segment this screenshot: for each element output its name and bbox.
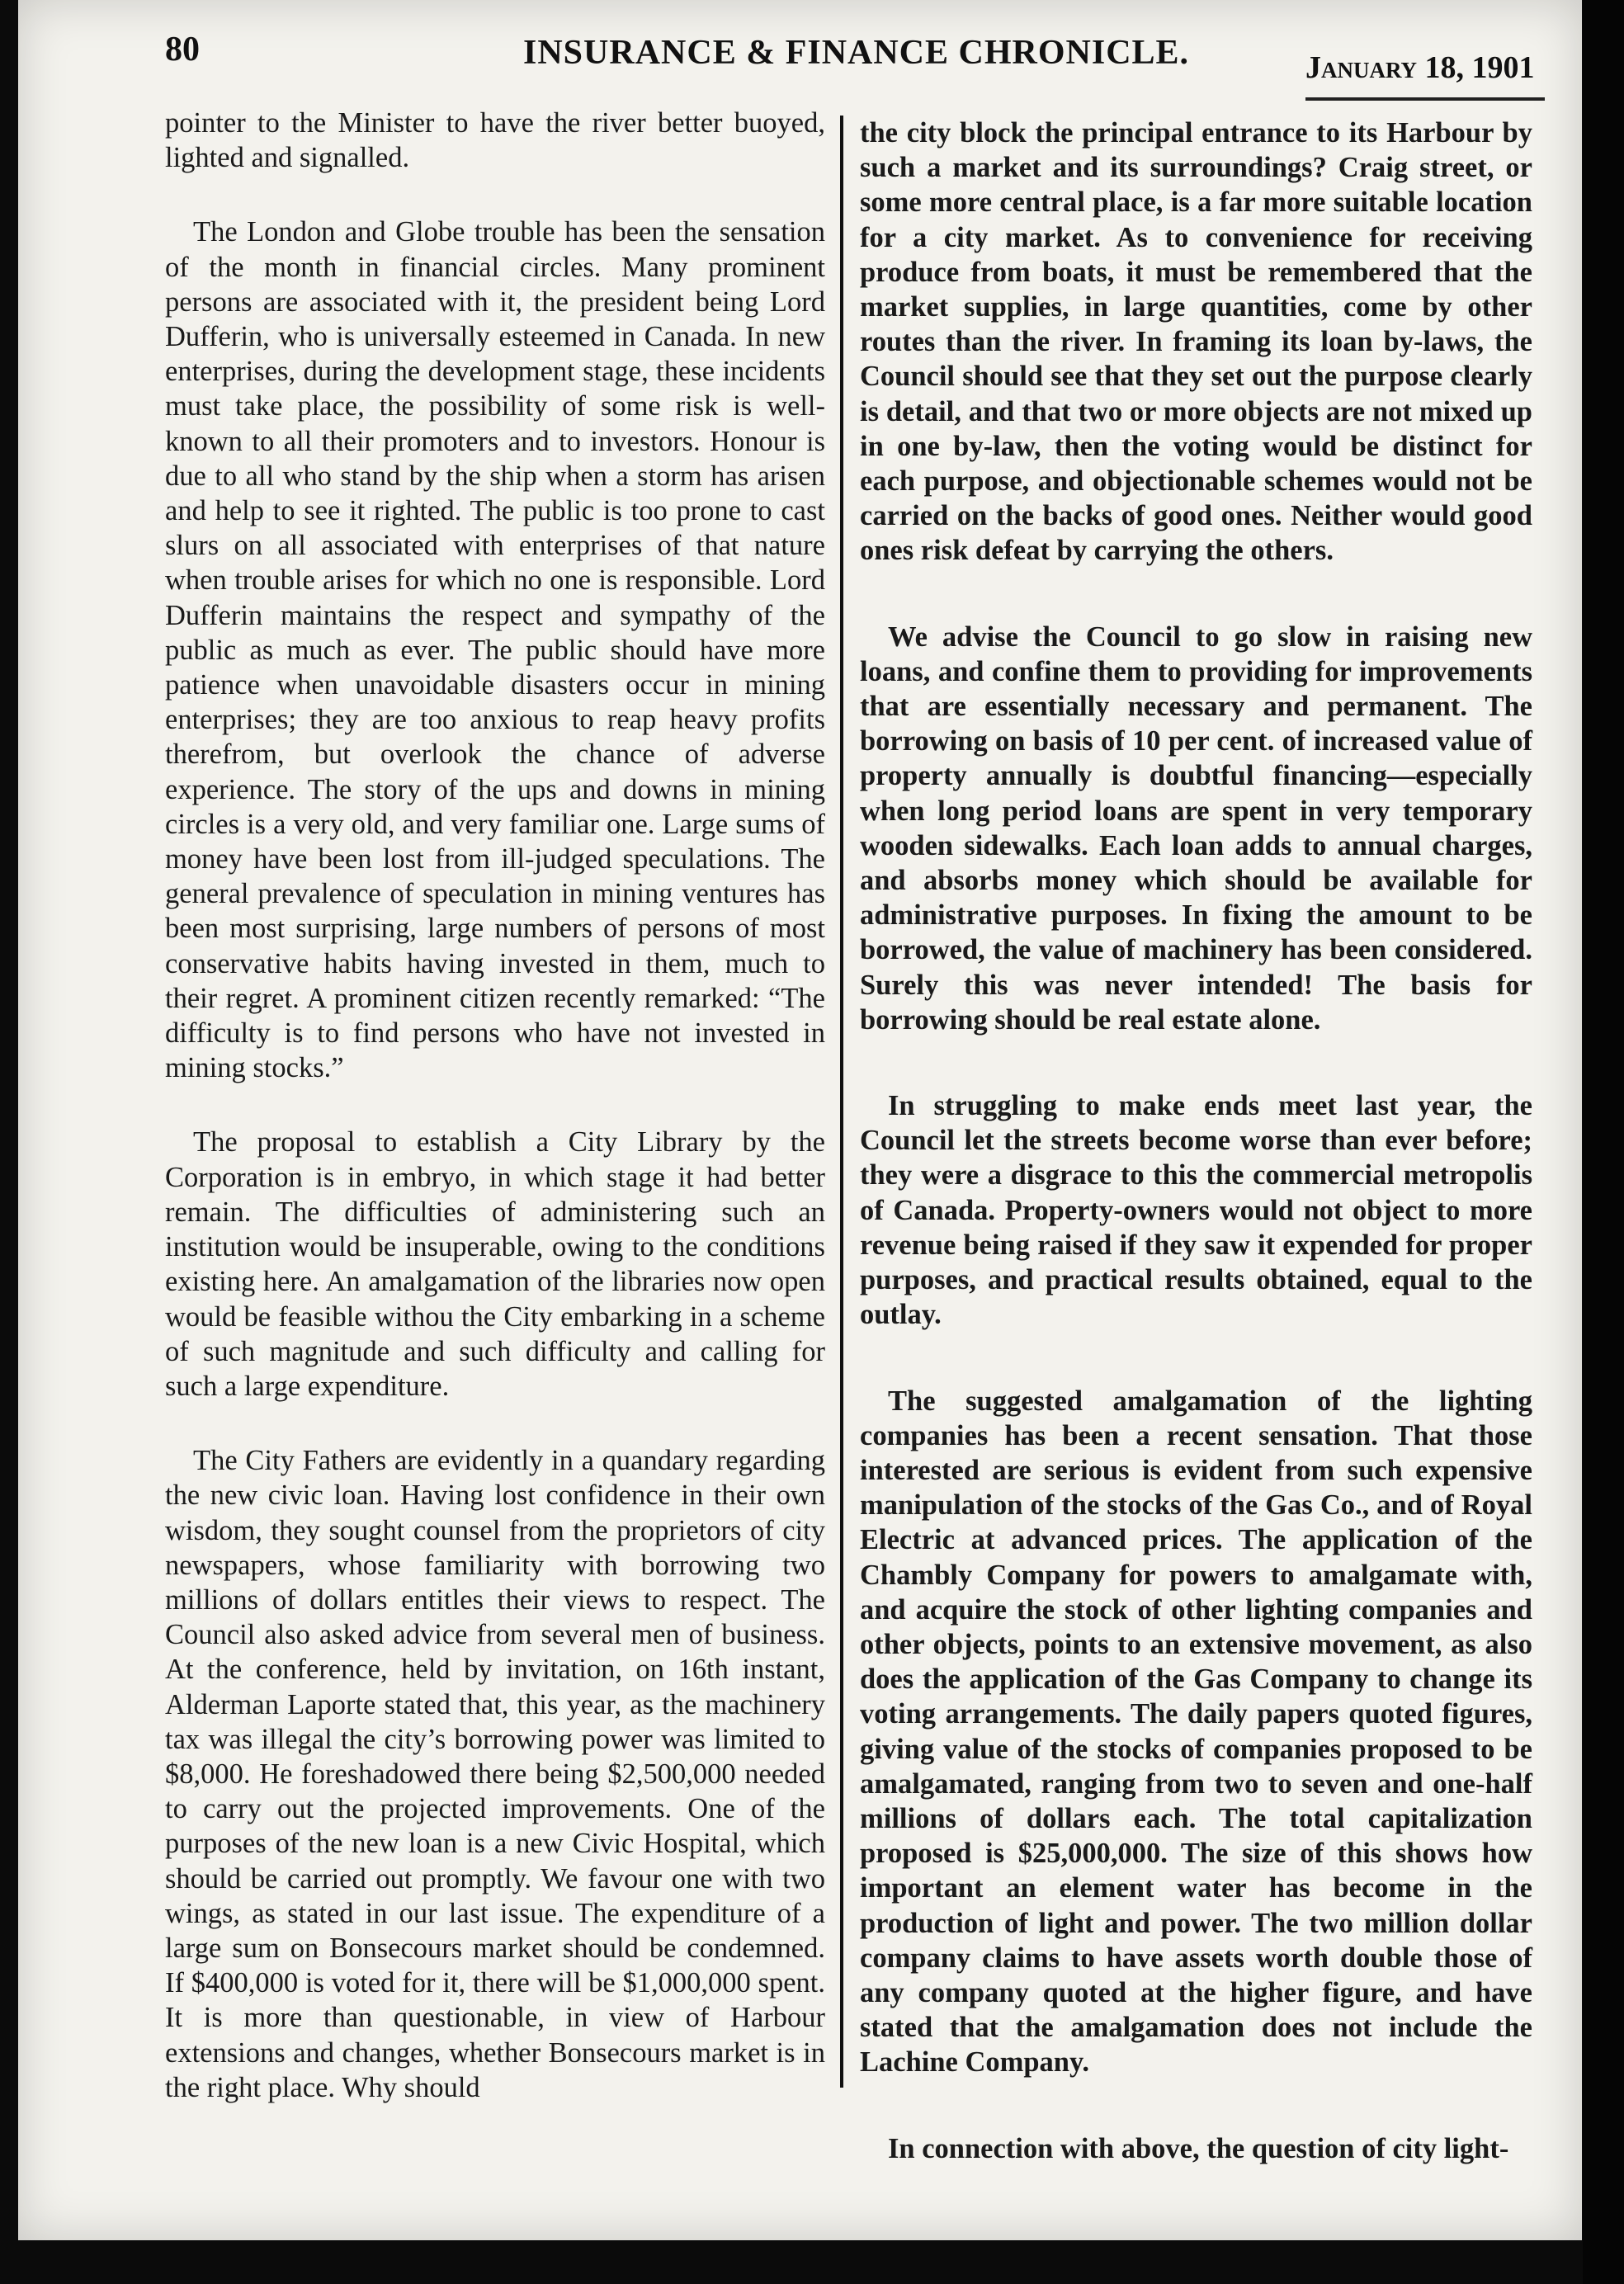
paragraph: The City Fathers are evidently in a quandary regarding the new civic loan. Having lost confidence in their own wisdom, they sought counsel from the proprietors of city newspapers, whose familiarity with borrowing two millions of dollars entitles their views to respect. The Council also asked advice from several men of business. At the conference, held by invitation, on 16th instant, Alderman Laporte stated that, this year, as the machinery tax was illegal the city’s borrowing power was limited to $8,000. He foreshadowed there being $2,500,000 needed to carry out the projected improvements. One of the purposes of the new loan is a new Civic Hospital, which should be carried out promptly. We favour one with two wings, as stated in our last issue. The expenditure of a large sum on Bonsecours market should be condemned. If $400,000 is voted for it, there will be $1,000,000 spent. It is more than questionable, in view of Harbour extensions and changes, whether Bonsecours market is in the right place. Why should (165, 1445, 825, 2103)
page-number: 80 (165, 31, 200, 68)
issue-date: January 18, 1901 (1305, 50, 1535, 85)
paragraph: In struggling to make ends meet last year, the Council let the streets become worse than ever before; they were a disgrace to this the commercial metropolis of Canada. Property-owners would not object to more revenue being raised if they saw it expended for proper purposes, and practical results obtained, equal to the outlay. (860, 1090, 1532, 1331)
page-header (18, 25, 1582, 83)
paragraph: pointer to the Minister to have the river better buoyed, lighted and signalled. (165, 107, 825, 174)
newspaper-page (18, 0, 1582, 2240)
paragraph: The proposal to establish a City Library by the Corporation is in embryo, in which stage it had better remain. The difficulties of administering such an institution would be insuperable, owing to the conditions existing here. An amalgamation of the libraries now open would be feasible withou the City embarking in a scheme of such magnitude and such difficulty and calling for such a large expenditure. (165, 1126, 825, 1402)
right-column (860, 116, 1532, 2166)
scan-edge (1583, 0, 1624, 2284)
journal-title: INSURANCE & FINANCE CHRONICLE. (523, 34, 1190, 72)
left-column (165, 106, 825, 2105)
paragraph: The London and Globe trouble has been the sensation of the month in financial circles. Many prominent persons are associated with it, the president being Lord Dufferin, who is universally esteemed in Canada. In new enterprises, during the development stage, these incidents must take place, the possibility of some risk is well-known to all their promoters and to investors. Honour is due to all who stand by the ship when a storm has arisen and help to see it righted. The public is too prone to cast slurs on all associated with enterprises of that nature when trouble arises for which no one is responsible. Lord Dufferin maintains the respect and sympathy of the public as much as ever. The public should have more patience when unavoidable disasters occur in mining enterprises; they are too anxious to reap heavy profits therefrom, but overlook the chance of adverse experience. The story of the ups and downs in mining circles is a very old, and very familiar one. Large sums of money have been lost from ill-judged speculations. The general prevalence of speculation in mining ventures has been most surprising, large numbers of persons of most conservative habits having invested in them, much to their regret. A prominent citizen recently remarked: “The difficulty is to find persons who have not invested in mining stocks.” (165, 216, 825, 1084)
column-divider (840, 116, 843, 2088)
paragraph: In connection with above, the question of city light- (888, 2132, 1509, 2164)
header-rule (1305, 97, 1545, 101)
paragraph: The suggested amalgamation of the lighting companies has been a recent sensation. That those interested are serious is evident from such expensive manipulation of the stocks of the Gas Co., and of Royal Electric at advanced prices. The application of the Chambly Company for powers to amalgamate with, and acquire the stock of other lighting companies and other objects, points to an extensive movement, as also does the application of the Gas Company to change its voting arrangements. The daily papers quoted figures, giving value of the stocks of companies proposed to be amalgamated, ranging from two to seven and one-half millions of dollars each. The total capitalization proposed is $25,000,000. The size of this shows how important an element water has become in the production of light and power. The two million dollar company claims to have assets worth double those of any company quoted at the higher figure, and have stated that the amalgamation does not include the Lachine Company. (860, 1385, 1532, 2079)
paragraph: the city block the principal entrance to its Harbour by such a market and its surroundings? Craig street, or some more central place, is a far more suitable location for a city market. As to convenience for receiving produce from boats, it must be remembered that the market supplies, in large quantities, come by other routes than the river. In framing its loan by-laws, the Council should see that they set out the purpose clearly is detail, and that two or more objects are not mixed up in one by-law, then the voting would be distinct for each purpose, and objectionable schemes would not be carried on the backs of good ones. Neither would good ones risk defeat by carrying the others. (860, 117, 1532, 567)
paragraph: We advise the Council to go slow in raising new loans, and confine them to providing for improvements that are essentially necessary and permanent. The borrowing on basis of 10 per cent. of increased value of property annually is doubtful financing—especially when long period loans are spent in very temporary wooden sidewalks. Each loan adds to annual charges, and absorbs money which should be available for administrative purposes. In fixing the amount to be borrowed, the value of machinery has been considered. Surely this was never intended! The basis for borrowing should be real estate alone. (860, 621, 1532, 1036)
